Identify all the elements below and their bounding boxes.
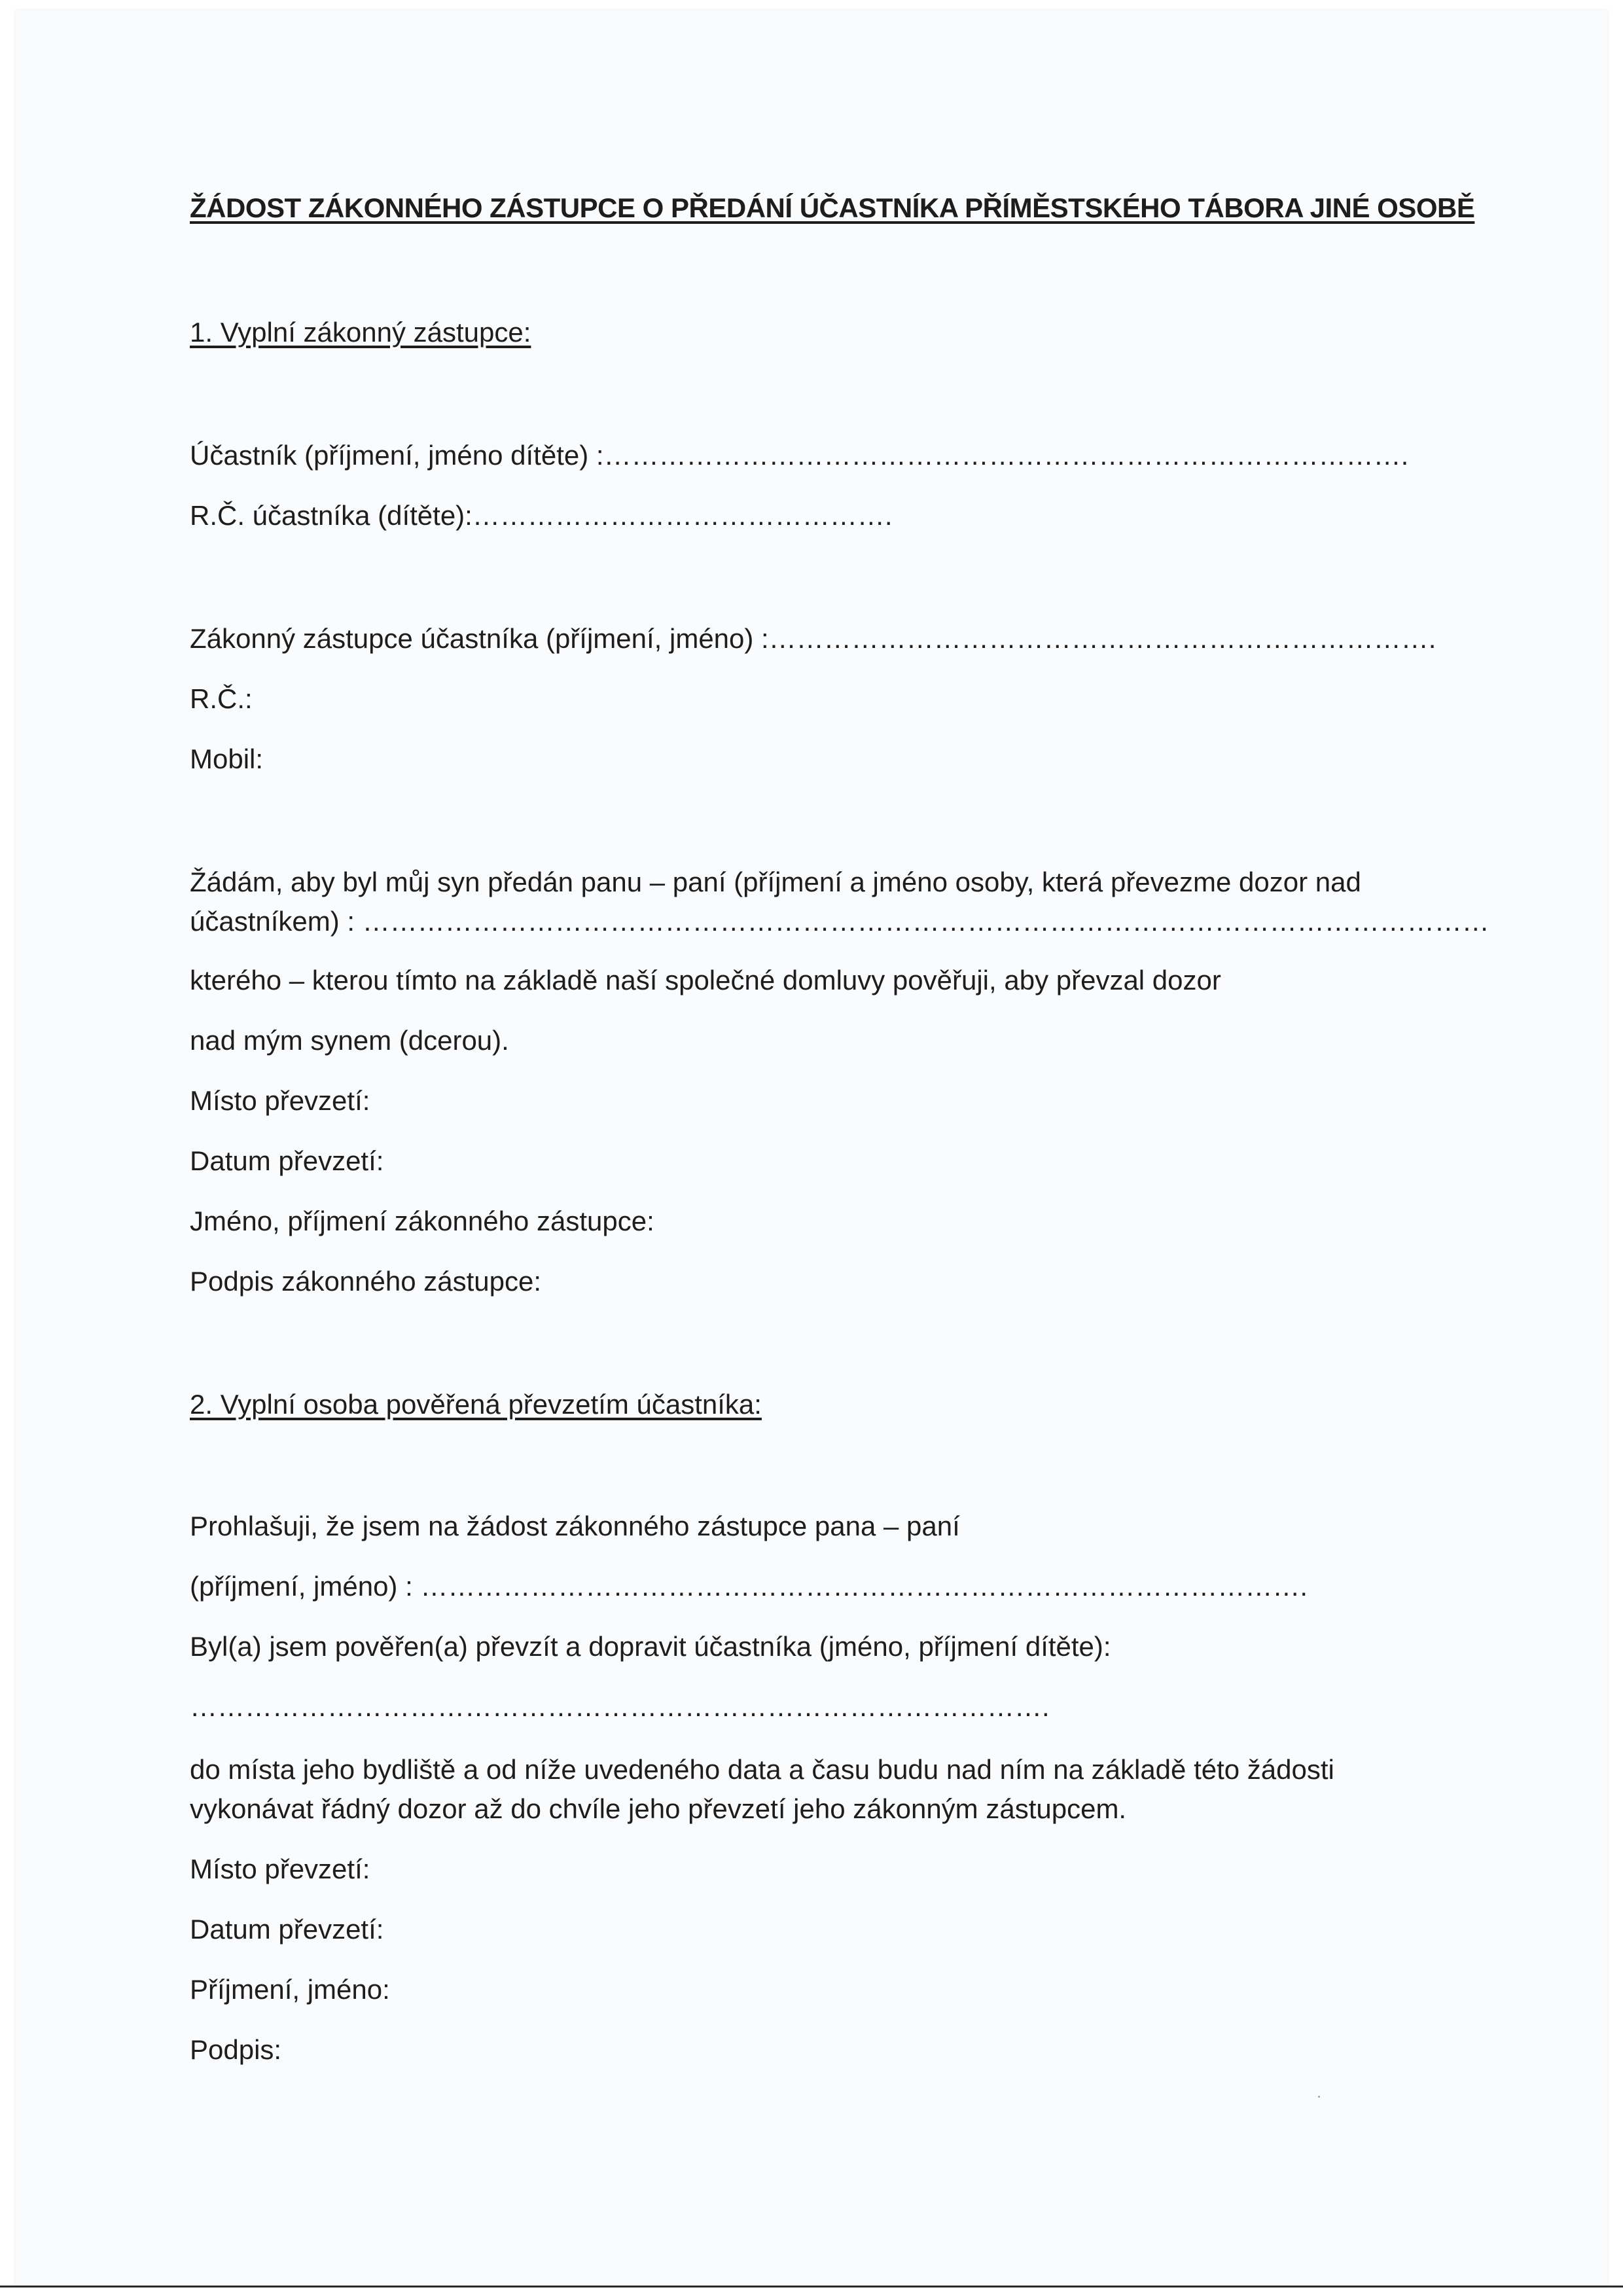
scan-speck [1318, 2096, 1320, 2098]
section2-fullname-field: Příjmení, jméno: [190, 1974, 390, 2005]
guardian-signature-field: Podpis zákonného zástupce: [190, 1266, 542, 1297]
guardian-fullname-field: Jméno, příjmení zákonného zástupce: [190, 1206, 654, 1236]
mobile-field: Mobil: [190, 744, 264, 774]
authorize-text-line1: kterého – kterou tímto na základě naší společné domluvy pověřuji, aby převzal dozor [190, 965, 1221, 996]
guardian-name-field: Zákonný zástupce účastníka (příjmení, jméno) :………………………………………………………………. [190, 623, 1436, 654]
handover-date-field: Datum převzetí: [190, 1145, 384, 1176]
authorize-text-line2: nad mým synem (dcerou). [190, 1025, 509, 1056]
child-name-blank: …………………………………………………………………………………. [190, 1691, 1050, 1722]
section2-heading: 2. Vyplní osoba pověřená převzetím účastníka: [190, 1389, 762, 1420]
declare-text-line2: (příjmení, jméno) : ……………………………………………………………………………………. [190, 1571, 1308, 1602]
request-text-line2: účastníkem) : …………………………………………………………………………………………………………… [190, 906, 1489, 937]
authorized-text: Byl(a) jsem pověřen(a) převzít a dopravit účastníka (jméno, příjmení dítěte): [190, 1631, 1111, 1662]
declare-text-line1: Prohlašuji, že jsem na žádost zákonného zástupce pana – paní [190, 1511, 960, 1541]
request-text-line1: Žádám, aby byl můj syn předán panu – paní (příjmení a jméno osoby, která převezme dozor nad [190, 867, 1361, 897]
section2-signature-field: Podpis: [190, 2034, 282, 2065]
participant-name-field: Účastník (příjmení, jméno dítěte) :……………………………………………………………………………. [190, 440, 1409, 471]
scan-edge [0, 2286, 1623, 2287]
handover-place-field: Místo převzetí: [190, 1085, 370, 1116]
supervision-text-line2: vykonávat řádný dozor až do chvíle jeho převzetí jeho zákonným zástupcem. [190, 1793, 1127, 1824]
section2-handover-date-field: Datum převzetí: [190, 1914, 384, 1945]
section2-handover-place-field: Místo převzetí: [190, 1854, 370, 1884]
document-title: ŽÁDOST ZÁKONNÉHO ZÁSTUPCE O PŘEDÁNÍ ÚČASTNÍKA PŘÍMĚSTSKÉHO TÁBORA JINÉ OSOBĚ [190, 192, 1475, 223]
supervision-text-line1: do místa jeho bydliště a od níže uvedeného data a času budu nad ním na základě této žádosti [190, 1754, 1334, 1785]
participant-rc-field: R.Č. účastníka (dítěte):………………………………………. [190, 500, 893, 531]
section1-heading: 1. Vyplní zákonný zástupce: [190, 317, 531, 348]
guardian-rc-field: R.Č.: [190, 683, 253, 714]
